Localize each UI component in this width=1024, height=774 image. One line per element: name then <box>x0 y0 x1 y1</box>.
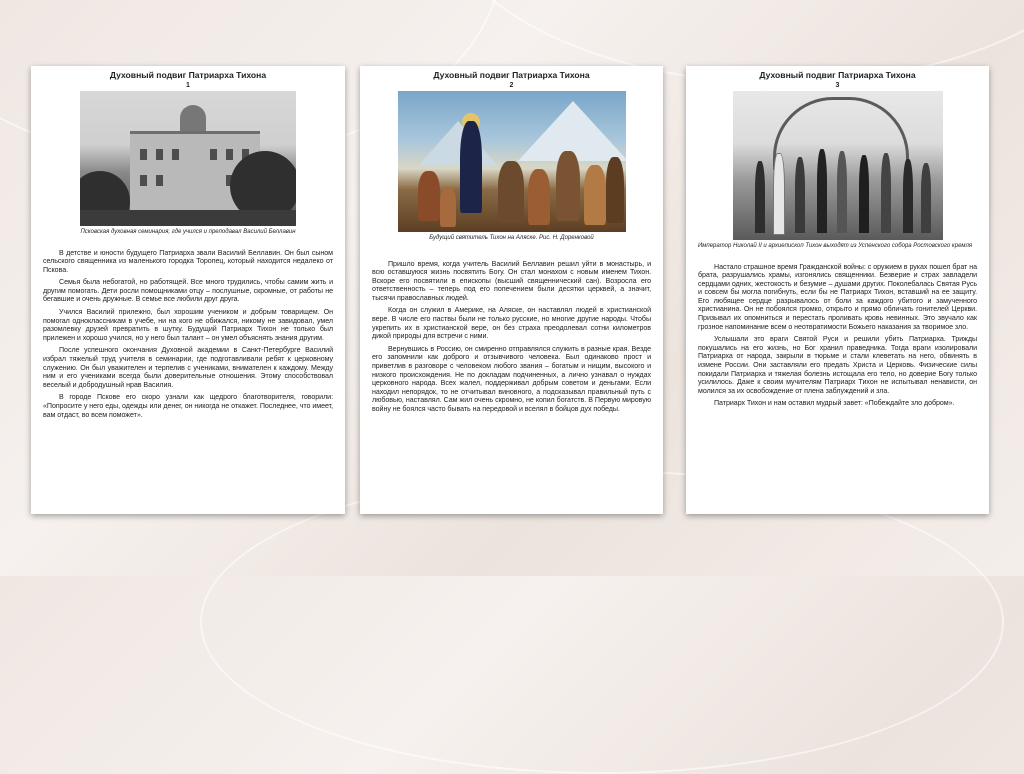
paragraph: Учился Василий прилежно, был хорошим учеником и добрым товарищем. Он помогал одноклассникам в учебе, ни на кого не обижался, никому не завидовал, умел разомлевку друзей превратить в шутку. Будущий Патриарх Тихон не только был прилежен и хорошо учился, но у него был талант – он умел объяснять знания другим. <box>43 308 333 342</box>
page-text <box>372 260 651 414</box>
alaska-painting-photo <box>398 91 626 232</box>
document-page-3 <box>686 66 989 514</box>
paragraph: Настало страшное время Гражданской войны: с оружием в руках пошел брат на брата, разрушались храмы, изгонялись священники. Безверие и страх завладели сердцами одних, жестокость и безумие – душами других. Поколебалась Святая Русь и совсем бы могла погибнуть, если бы не Патриарх Тихон, вставший на ее защиту. Его любящее сердце разрывалось от боли за каждого убитого и замученного христианина. Он не побоялся громко, открыто и прямо обличать гонителей Церкви. Призывал их опомниться и перестать проливать кровь невинных. Это звучало как грозное напоминание всем о неотвратимости Божьего наказания за творимое зло. <box>698 262 977 331</box>
page-title: Духовный подвиг Патриарха Тихона <box>433 70 590 80</box>
seminary-building-photo <box>80 91 296 226</box>
page-text <box>43 249 333 420</box>
paragraph: Пришло время, когда учитель Василий Беллавин решил уйти в монастырь, и всю оставшуюся жизнь посвятить Богу. Он стал монахом с новым именем Тихон. Вскоре его посвятили в епископы (высший священнический сан). Возросла его ответственность – теперь под его попечением были десятки церквей, а значит, тысячи православных людей. <box>372 259 651 302</box>
page-title: Духовный подвиг Патриарха Тихона <box>759 70 916 80</box>
paragraph: После успешного окончания Духовной академии в Санкт-Петербурге Василий избрал тяжелый труд учителя в семинарии, где подготавливали ребят к церковному служению. Он был уважителен и терпелив с учениками, внимателен к каждому. Между ним и его учениками всегда были доверительные отношения. Этому способствовал веселый и добродушный нрав Василия. <box>43 346 333 389</box>
page-number: 1 <box>186 82 190 89</box>
paragraph: Когда он служил в Америке, на Аляске, он наставлял людей в христианской вере. В числе его паствы были не только русские, но многие другие народы. Чтобы укрепить их в христианской вере, он без страха преодолевал сотни километров дикой природы для встречи с ними. <box>372 306 651 341</box>
paragraph: В городе Пскове его скоро узнали как щедрого благотворителя, говорили: «Попросите у него еды, одежды или денег, он никогда не откажет. Последнее, что имеет, вам отдаст, во всем поможет». <box>43 393 333 419</box>
document-page-2 <box>360 66 663 514</box>
photo-caption: Император Николай II и архиепископ Тихон выходят из Успенского собора Ростовского кремля <box>698 243 973 249</box>
background-swirl <box>200 470 1004 774</box>
paragraph: В детстве и юности будущего Патриарха звали Василий Беллавин. Он был сыном сельского священника из маленького городка Торопец, который находится недалеко от Пскова. <box>43 248 333 274</box>
emperor-archbishop-photo <box>733 91 943 240</box>
photo-caption: Псковская духовная семинария, где учился и преподавал Василий Беллавин <box>80 229 296 235</box>
document-page-1 <box>31 66 345 514</box>
paragraph: Вернувшись в Россию, он смиренно отправлялся служить в разные края. Везде его запомнили как доброго и отзывчивого человека. Был одинаково прост и приветлив в разговоре с человеком любого звания – богатым и нищим, высокого и низкого происхождения. Не по докладам подчиненных, а лично узнавал о нуждах церковного народа. Всех жалел, поддерживал добрым советом и деньгами. Если находил непорядок, то не отчитывал виновного, а подсказывал правильный путь с любовью, наставлял. Сам жил очень скромно, не копил богатств. В Первую мировую войну не боялся часто бывать на передовой и вселял в бойцов дух победы. <box>372 344 651 413</box>
page-number: 2 <box>509 82 514 89</box>
page-text <box>698 263 977 409</box>
paragraph: Патриарх Тихон и нам оставил мудрый завет: «Побеждайте зло добром». <box>714 399 955 408</box>
page-title: Духовный подвиг Патриарха Тихона <box>109 70 267 80</box>
photo-caption: Будущий святитель Тихон на Аляске. Рис. Н. Доренковой <box>429 235 594 241</box>
paragraph: Услышали это враги Святой Руси и решили убить Патриарха. Трижды покушались на его жизнь, но Бог хранил праведника. Тогда враги изолировали Патриарха от народа, закрыли в тюрьме и стали клеветать на него, обвинять в измене России. Они заставляли его предать Христа и Церковь. Физические силы покидали Патриарха и тяжелая болезнь истощала его тело, но доверие Богу только усилилось. Даже к своим мучителям Патриарх Тихон не испытывал ненависти, он молился за их освобождение от плена заблуждений и зла. <box>698 335 977 395</box>
paragraph: Семья была небогатой, но работящей. Все много трудились, чтобы самим жить и другим помогать. Дети росли помощниками отцу – послушные, скромные, от работы не бегавшие и очень дружные. В семье все любили друг друга. <box>43 278 333 304</box>
page-number: 3 <box>835 82 840 89</box>
